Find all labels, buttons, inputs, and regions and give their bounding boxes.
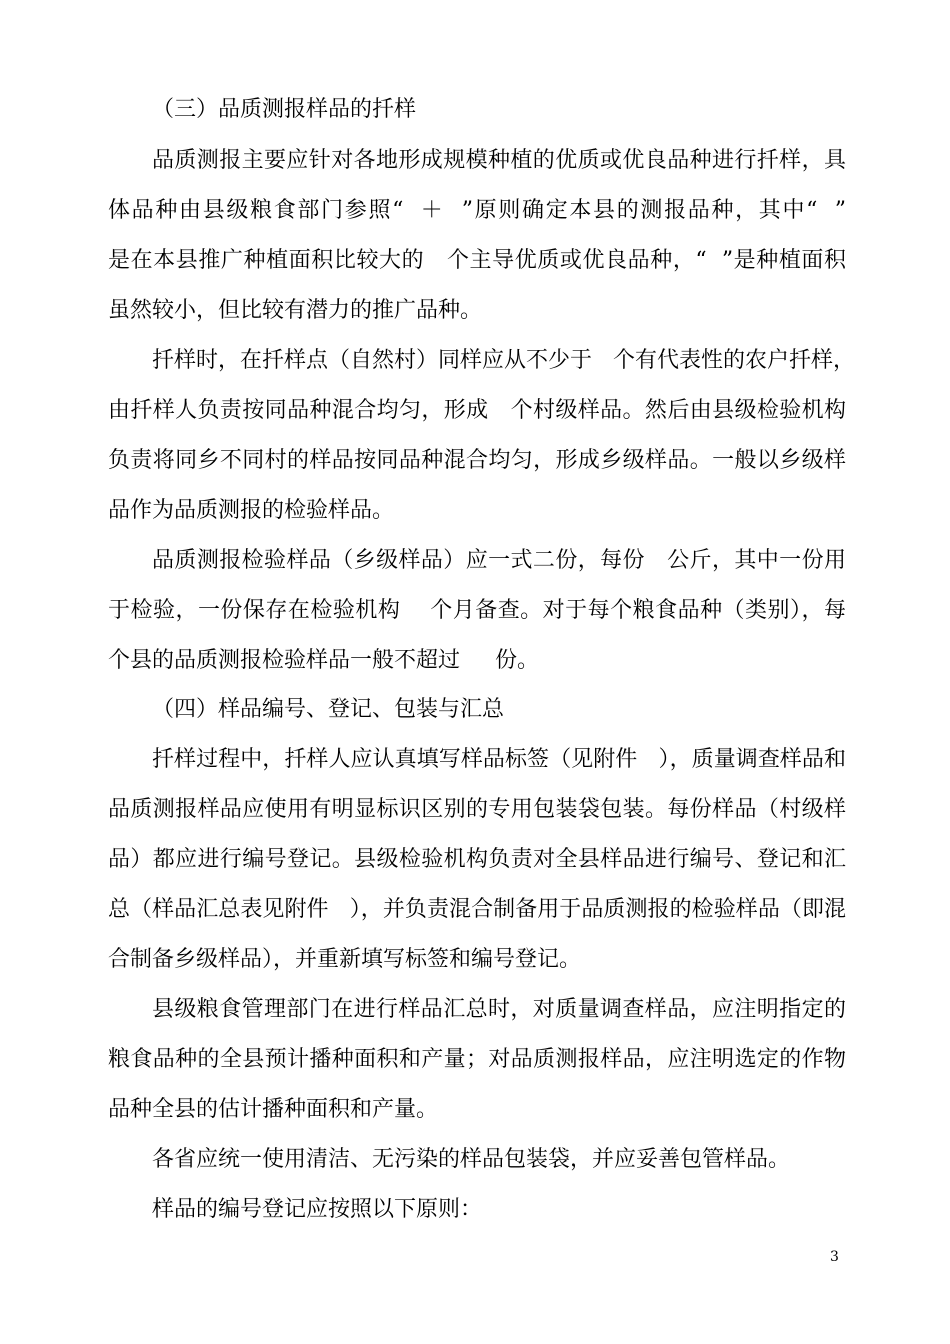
paragraph-line: 个县的品质测报检验样品一般不超过 份。 <box>108 648 539 673</box>
section-heading-4: （四）样品编号、登记、包装与汇总 <box>152 697 505 722</box>
paragraph-line: 品质测报主要应针对各地形成规模种植的优质或优良品种进行扦样，具 <box>152 148 846 173</box>
paragraph-line: 粮食品种的全县预计播种面积和产量；对品质测报样品，应注明选定的作物 <box>108 1047 846 1072</box>
paragraph-line: 合制备乡级样品），并重新填写标签和编号登记。 <box>108 947 582 972</box>
paragraph-line: 由扦样人负责按同品种混合均匀，形成 个村级样品。然后由县级检验机构 <box>108 398 846 423</box>
paragraph-line: 扦样时，在扦样点（自然村）同样应从不少于 个有代表性的农户扦样， <box>152 348 855 373</box>
paragraph-line: 总（样品汇总表见附件 ），并负责混合制备用于品质测报的检验样品（即混 <box>108 897 846 922</box>
paragraph-line: 是在本县推广种植面积比较大的 个主导优质或优良品种，“ ”是种植面积 <box>108 248 846 273</box>
paragraph-line: 品种全县的估计播种面积和产量。 <box>108 1097 439 1122</box>
section-heading-3: （三）品质测报样品的扦样 <box>152 97 417 122</box>
paragraph-line: 体品种由县级粮食部门参照“ ＋ ”原则确定本县的测报品种，其中“ ” <box>108 198 846 223</box>
paragraph-line: 于检验，一份保存在检验机构 个月备查。对于每个粮食品种（类别），每 <box>108 598 846 623</box>
paragraph-line: 品作为品质测报的检验样品。 <box>108 498 395 523</box>
paragraph-line: 县级粮食管理部门在进行样品汇总时，对质量调查样品，应注明指定的 <box>152 997 846 1022</box>
paragraph-line: 样品的编号登记应按照以下原则： <box>152 1197 483 1222</box>
paragraph-line: 负责将同乡不同村的样品按同品种混合均匀，形成乡级样品。一般以乡级样 <box>108 448 846 473</box>
paragraph-line: 虽然较小，但比较有潜力的推广品种。 <box>108 298 483 323</box>
page-number: 3 <box>830 1249 839 1265</box>
paragraph-line: 各省应统一使用清洁、无污染的样品包装袋，并应妥善包管样品。 <box>152 1147 791 1172</box>
paragraph-line: 品质测报检验样品（乡级样品）应一式二份，每份 公斤，其中一份用 <box>152 548 846 573</box>
paragraph-line: 品质测报样品应使用有明显标识区别的专用包装袋包装。每份样品（村级样 <box>108 797 846 822</box>
paragraph-line: 扦样过程中，扦样人应认真填写样品标签（见附件 ），质量调查样品和 <box>152 747 846 772</box>
paragraph-line: 品）都应进行编号登记。县级检验机构负责对全县样品进行编号、登记和汇 <box>108 847 846 872</box>
